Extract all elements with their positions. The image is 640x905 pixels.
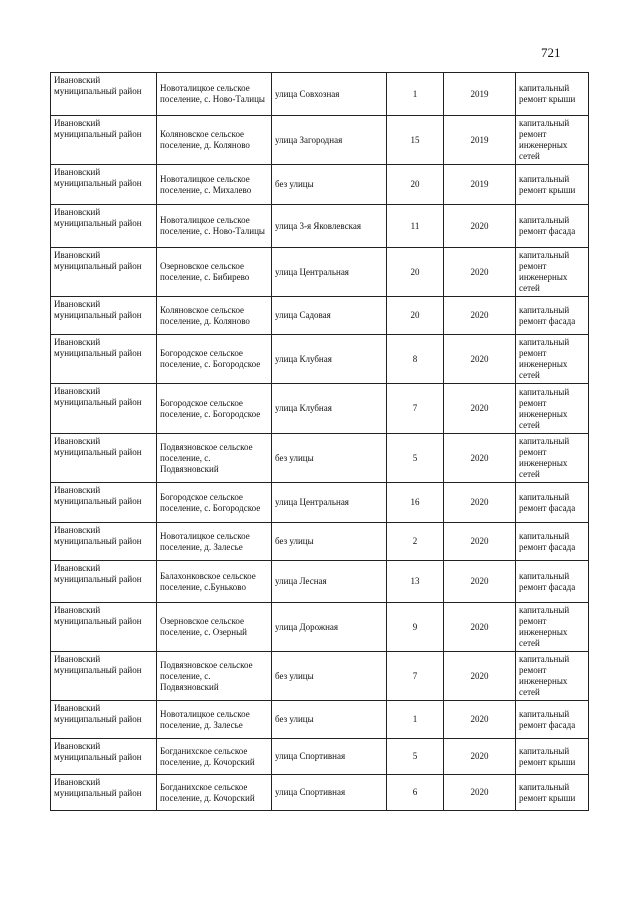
cell-work: капитальный ремонт фасада (516, 523, 589, 561)
cell-street: без улицы (272, 652, 387, 701)
cell-street: улица Центральная (272, 248, 387, 297)
cell-house: 5 (387, 739, 444, 775)
table-row (51, 297, 589, 335)
cell-house: 20 (387, 165, 444, 205)
cell-work: капитальный ремонт крыши (516, 775, 589, 811)
cell-year: 2020 (444, 205, 516, 248)
table-row (51, 739, 589, 775)
cell-district: Ивановский муниципальный район (51, 297, 157, 335)
table-row (51, 523, 589, 561)
cell-settlement: Новоталицкое сельское поселение, с. Михалево (157, 165, 272, 205)
table-row (51, 483, 589, 523)
cell-district: Ивановский муниципальный район (51, 652, 157, 701)
cell-house: 9 (387, 603, 444, 652)
cell-year: 2020 (444, 335, 516, 384)
cell-work: капитальный ремонт инженерных сетей (516, 335, 589, 384)
cell-district: Ивановский муниципальный район (51, 434, 157, 483)
cell-district: Ивановский муниципальный район (51, 116, 157, 165)
table-row (51, 165, 589, 205)
page-number: 721 (541, 45, 561, 60)
cell-street: улица Совхозная (272, 73, 387, 116)
cell-year: 2019 (444, 116, 516, 165)
cell-district: Ивановский муниципальный район (51, 561, 157, 603)
cell-work: капитальный ремонт фасада (516, 701, 589, 739)
cell-settlement: Богданихское сельское поселение, д. Кочорский (157, 775, 272, 811)
cell-settlement: Новоталицкое сельское поселение, с. Ново-Талицы (157, 205, 272, 248)
cell-house: 13 (387, 561, 444, 603)
cell-year: 2020 (444, 248, 516, 297)
cell-district: Ивановский муниципальный район (51, 165, 157, 205)
cell-house: 6 (387, 775, 444, 811)
cell-year: 2020 (444, 603, 516, 652)
cell-street: без улицы (272, 434, 387, 483)
cell-work: капитальный ремонт инженерных сетей (516, 116, 589, 165)
cell-district: Ивановский муниципальный район (51, 248, 157, 297)
cell-street: улица Дорожная (272, 603, 387, 652)
cell-settlement: Коляновское сельское поселение, д. Коляново (157, 297, 272, 335)
cell-year: 2020 (444, 434, 516, 483)
cell-year: 2019 (444, 165, 516, 205)
cell-year: 2020 (444, 561, 516, 603)
cell-work: капитальный ремонт фасада (516, 297, 589, 335)
cell-district: Ивановский муниципальный район (51, 701, 157, 739)
table-row (51, 384, 589, 434)
cell-house: 2 (387, 523, 444, 561)
cell-street: без улицы (272, 165, 387, 205)
table-row (51, 205, 589, 248)
cell-district: Ивановский муниципальный район (51, 603, 157, 652)
cell-settlement: Богородское сельское поселение, с. Богородское (157, 384, 272, 434)
cell-street: улица Лесная (272, 561, 387, 603)
cell-district: Ивановский муниципальный район (51, 483, 157, 523)
cell-district: Ивановский муниципальный район (51, 384, 157, 434)
cell-settlement: Новоталицкое сельское поселение, д. Залесье (157, 523, 272, 561)
cell-district: Ивановский муниципальный район (51, 335, 157, 384)
cell-street: улица Садовая (272, 297, 387, 335)
cell-work: капитальный ремонт инженерных сетей (516, 652, 589, 701)
table-body (51, 73, 589, 811)
cell-work: капитальный ремонт инженерных сетей (516, 384, 589, 434)
cell-street: улица Спортивная (272, 775, 387, 811)
cell-street: улица 3-я Яковлевская (272, 205, 387, 248)
cell-house: 7 (387, 384, 444, 434)
cell-house: 15 (387, 116, 444, 165)
cell-house: 16 (387, 483, 444, 523)
cell-settlement: Коляновское сельское поселение, д. Коляново (157, 116, 272, 165)
cell-district: Ивановский муниципальный район (51, 523, 157, 561)
cell-house: 1 (387, 73, 444, 116)
cell-street: без улицы (272, 523, 387, 561)
cell-year: 2020 (444, 523, 516, 561)
cell-district: Ивановский муниципальный район (51, 739, 157, 775)
cell-settlement: Богданихское сельское поселение, д. Кочорский (157, 739, 272, 775)
cell-work: капитальный ремонт фасада (516, 205, 589, 248)
cell-house: 20 (387, 297, 444, 335)
cell-year: 2020 (444, 775, 516, 811)
cell-work: капитальный ремонт инженерных сетей (516, 248, 589, 297)
cell-district: Ивановский муниципальный район (51, 205, 157, 248)
table-row (51, 603, 589, 652)
cell-work: капитальный ремонт инженерных сетей (516, 434, 589, 483)
cell-year: 2020 (444, 297, 516, 335)
cell-work: капитальный ремонт крыши (516, 739, 589, 775)
cell-work: капитальный ремонт инженерных сетей (516, 603, 589, 652)
table-row (51, 248, 589, 297)
cell-work: капитальный ремонт фасада (516, 561, 589, 603)
cell-settlement: Озерновское сельское поселение, с. Озерный (157, 603, 272, 652)
table-row (51, 73, 589, 116)
table-row (51, 434, 589, 483)
cell-street: улица Центральная (272, 483, 387, 523)
cell-settlement: Новоталицкое сельское поселение, д. Залесье (157, 701, 272, 739)
cell-year: 2020 (444, 384, 516, 434)
cell-street: улица Клубная (272, 335, 387, 384)
cell-settlement: Озерновское сельское поселение, с. Бибирево (157, 248, 272, 297)
cell-house: 1 (387, 701, 444, 739)
cell-year: 2019 (444, 73, 516, 116)
cell-house: 7 (387, 652, 444, 701)
cell-settlement: Подвязновское сельское поселение, с. Подвязновский (157, 652, 272, 701)
cell-house: 5 (387, 434, 444, 483)
cell-settlement: Богородское сельское поселение, с. Богородское (157, 335, 272, 384)
table-row (51, 701, 589, 739)
cell-settlement: Подвязновское сельское поселение, с. Подвязновский (157, 434, 272, 483)
cell-work: капитальный ремонт крыши (516, 73, 589, 116)
cell-district: Ивановский муниципальный район (51, 73, 157, 116)
cell-settlement: Балахонковское сельское поселение, с.Буньково (157, 561, 272, 603)
table-row (51, 335, 589, 384)
cell-settlement: Богородское сельское поселение, с. Богородское (157, 483, 272, 523)
cell-district: Ивановский муниципальный район (51, 775, 157, 811)
cell-street: улица Спортивная (272, 739, 387, 775)
table-row (51, 561, 589, 603)
repair-schedule-table (50, 72, 589, 811)
cell-work: капитальный ремонт крыши (516, 165, 589, 205)
cell-year: 2020 (444, 739, 516, 775)
table-row (51, 775, 589, 811)
cell-work: капитальный ремонт фасада (516, 483, 589, 523)
table-row (51, 652, 589, 701)
cell-settlement: Новоталицкое сельское поселение, с. Ново-Талицы (157, 73, 272, 116)
cell-house: 8 (387, 335, 444, 384)
cell-street: улица Загородная (272, 116, 387, 165)
cell-year: 2020 (444, 701, 516, 739)
cell-house: 11 (387, 205, 444, 248)
cell-year: 2020 (444, 483, 516, 523)
cell-year: 2020 (444, 652, 516, 701)
cell-street: улица Клубная (272, 384, 387, 434)
cell-street: без улицы (272, 701, 387, 739)
table-row (51, 116, 589, 165)
cell-house: 20 (387, 248, 444, 297)
